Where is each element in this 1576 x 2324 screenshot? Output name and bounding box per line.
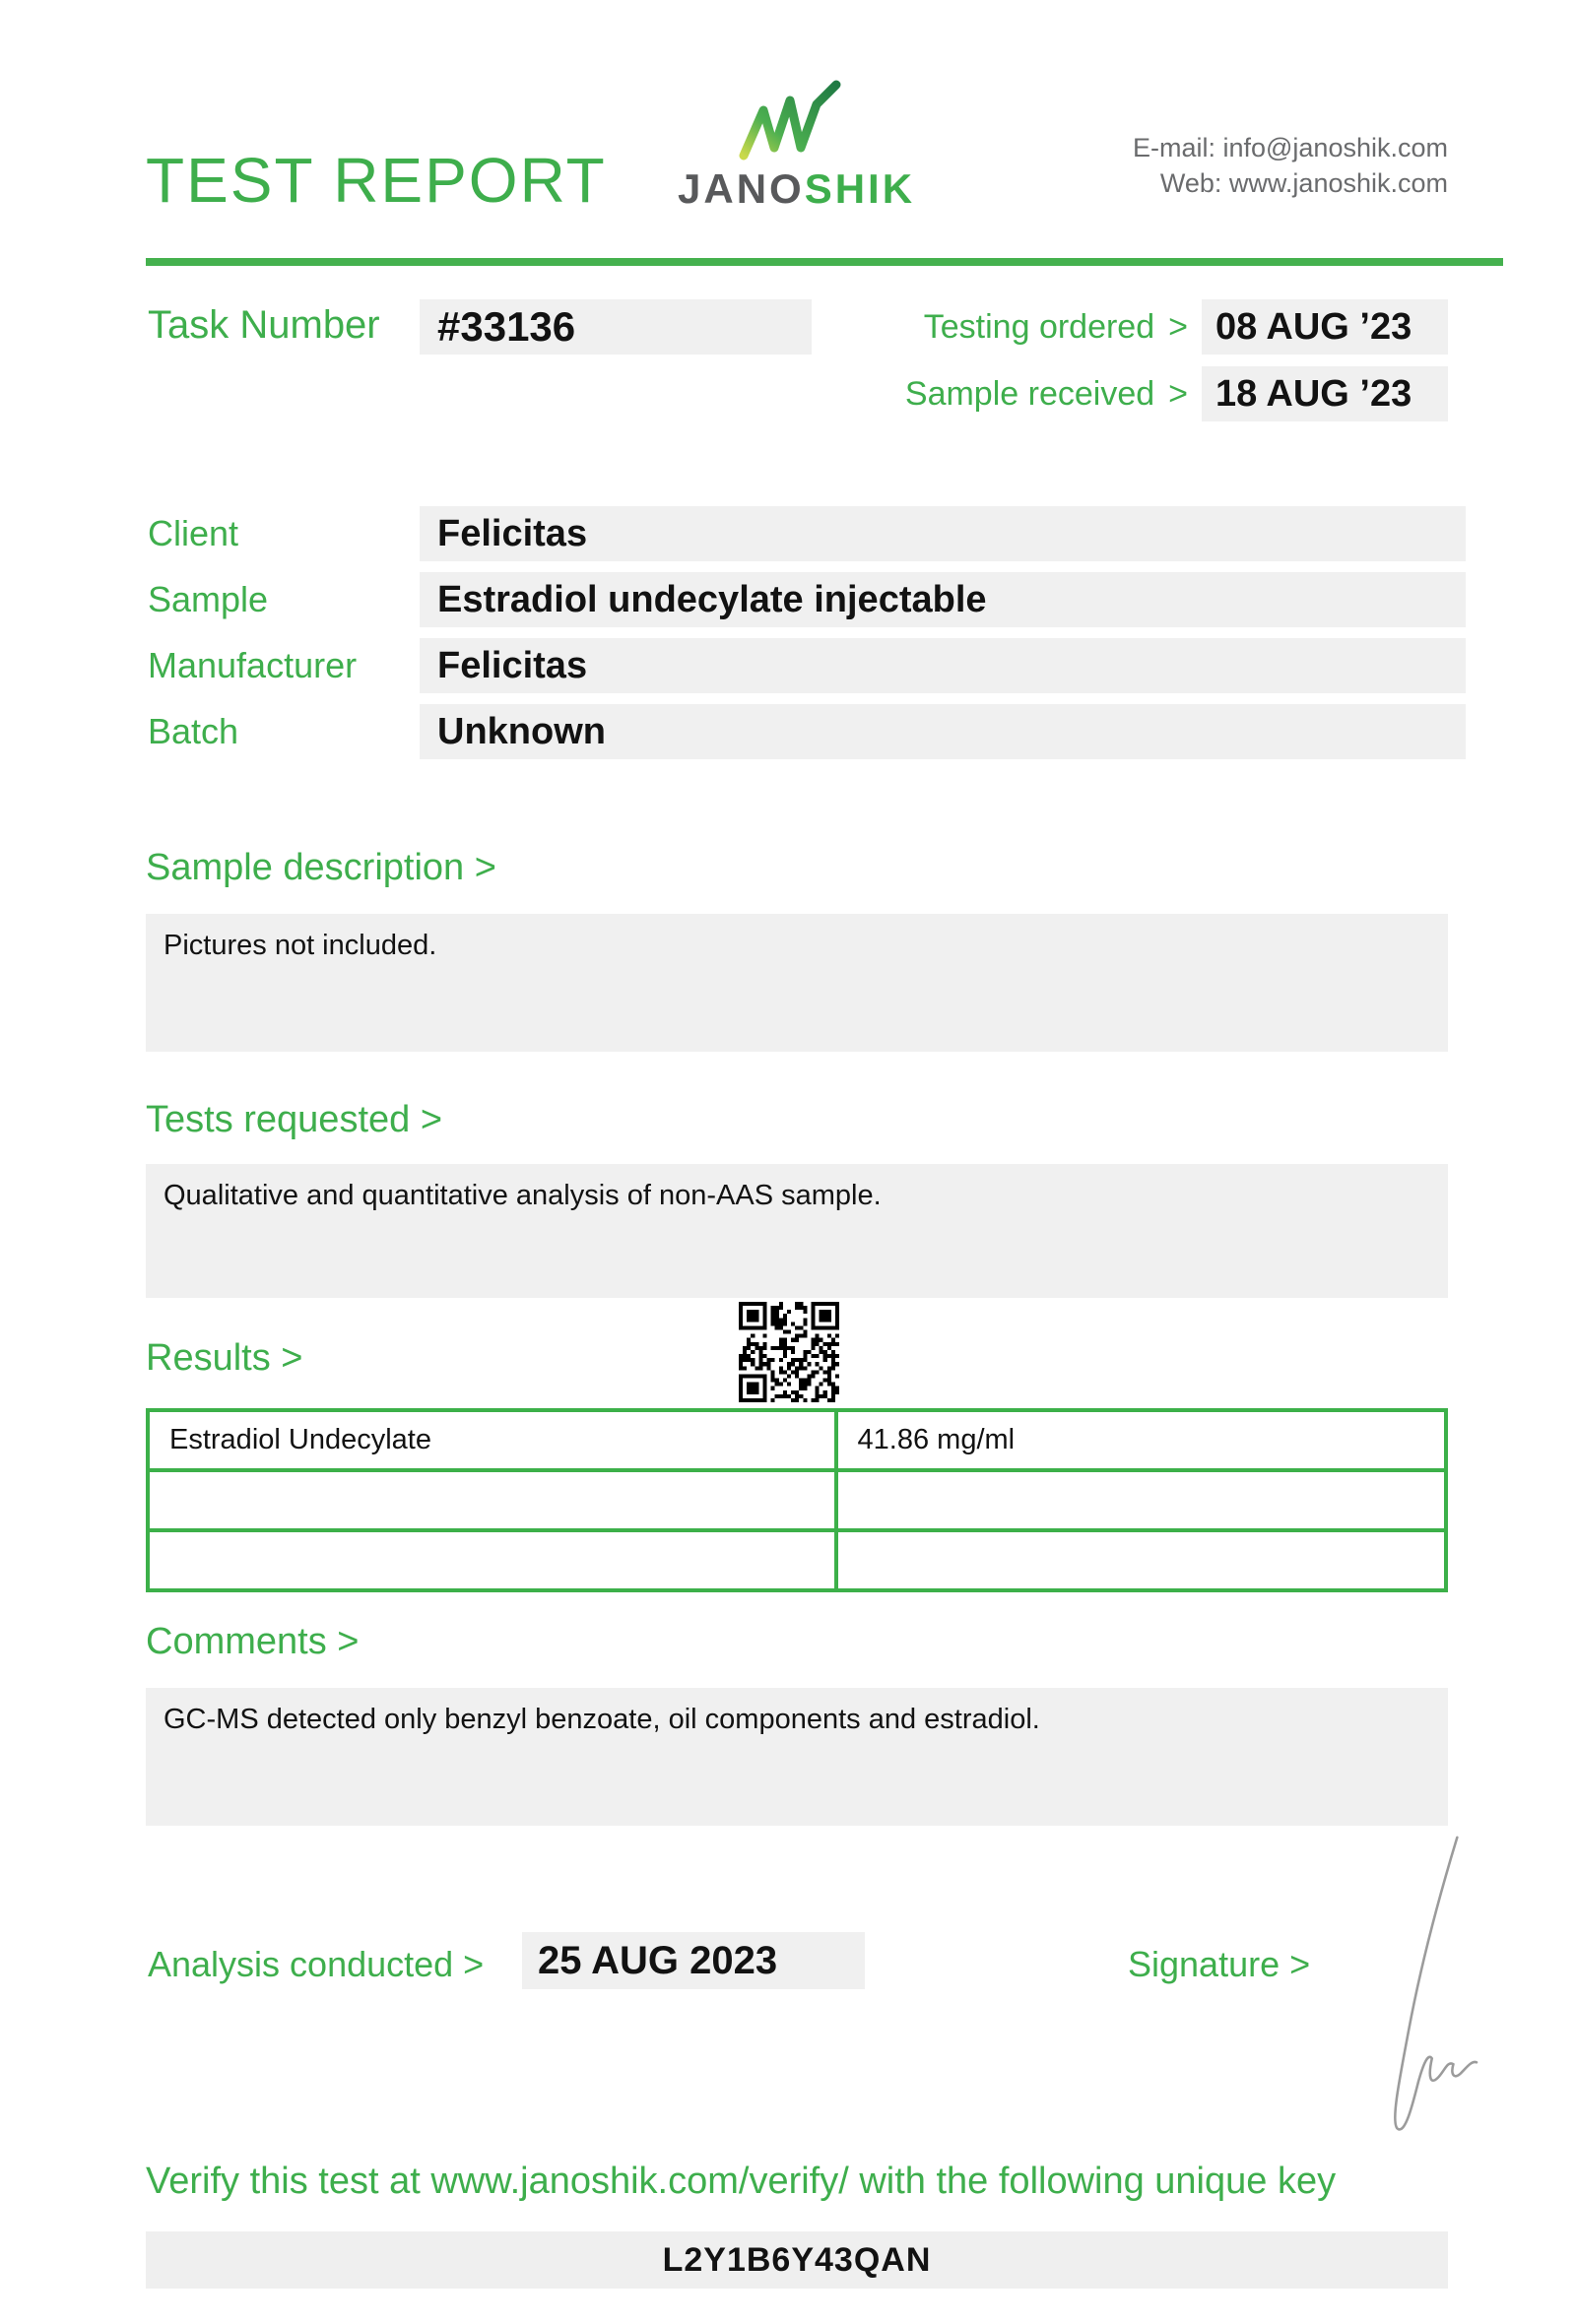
analysis-date-field	[522, 1932, 865, 1989]
results-heading: Results >	[146, 1337, 303, 1379]
manufacturer-field	[420, 638, 1466, 693]
result-analyte-cell: Estradiol Undecylate	[148, 1410, 836, 1470]
sample-received-value: 18 AUG ’23	[1215, 372, 1412, 415]
sample-received-row	[847, 366, 1448, 421]
result-value-cell	[836, 1530, 1446, 1590]
sample-value: Estradiol undecylate injectable	[437, 578, 987, 620]
analysis-date-value: 25 AUG 2023	[538, 1938, 778, 1982]
web-line: Web: www.janoshik.com	[1159, 168, 1448, 199]
header-divider	[146, 258, 1503, 266]
logo-jano-text: JANO	[678, 165, 805, 212]
result-value-cell	[836, 1470, 1446, 1530]
batch-field	[420, 704, 1466, 759]
testing-ordered-field	[1202, 299, 1448, 355]
comments-heading: Comments >	[146, 1621, 360, 1662]
logo-shik-text: SHIK	[804, 165, 916, 212]
verify-instruction: Verify this test at www.janoshik.com/verify/ with the following unique key	[146, 2161, 1337, 2202]
sample-label: Sample	[148, 579, 269, 619]
task-number-field	[420, 299, 812, 355]
comments-body: GC-MS detected only benzyl benzoate, oil components and estradiol.	[164, 1704, 1040, 1735]
chevron-right-icon: >	[1168, 374, 1188, 413]
client-value: Felicitas	[437, 512, 588, 554]
unique-key-bar	[146, 2231, 1448, 2289]
signature-image	[1347, 1832, 1485, 2142]
client-field	[420, 506, 1466, 561]
sample-description-heading: Sample description >	[146, 847, 496, 888]
results-row	[148, 1530, 1446, 1590]
manufacturer-label: Manufacturer	[148, 645, 358, 685]
signature-label: Signature >	[1128, 1944, 1311, 1984]
tests-requested-box	[146, 1164, 1448, 1298]
batch-value: Unknown	[437, 710, 606, 752]
qr-code	[737, 1302, 841, 1407]
sample-description-box	[146, 914, 1448, 1052]
tests-requested-heading: Tests requested >	[146, 1099, 443, 1140]
comments-box	[146, 1688, 1448, 1826]
chevron-right-icon: >	[1168, 307, 1188, 346]
batch-label: Batch	[148, 711, 239, 751]
page-title: TEST REPORT	[146, 145, 607, 216]
results-table	[146, 1408, 1448, 1592]
results-row	[148, 1410, 1446, 1470]
result-analyte-cell	[148, 1470, 836, 1530]
logo-wordmark	[678, 165, 916, 213]
client-label: Client	[148, 513, 239, 553]
analysis-conducted-label: Analysis conducted >	[148, 1944, 485, 1984]
results-row	[148, 1470, 1446, 1530]
growth-chart-icon	[734, 79, 852, 161]
sample-received-label: Sample received	[904, 374, 1155, 413]
tests-requested-body: Qualitative and quantitative analysis of non-AAS sample.	[164, 1180, 882, 1211]
email-line: E-mail: info@janoshik.com	[1132, 133, 1448, 162]
sample-description-body: Pictures not included.	[164, 930, 437, 961]
manufacturer-value: Felicitas	[437, 644, 588, 686]
sample-received-field	[1202, 366, 1448, 421]
result-value-cell: 41.86 mg/ml	[836, 1410, 1446, 1470]
janoshik-logo	[678, 79, 916, 213]
testing-ordered-label: Testing ordered	[923, 307, 1155, 346]
task-number-value: #33136	[437, 303, 576, 350]
contact-info	[1133, 130, 1448, 202]
unique-key-value: L2Y1B6Y43QAN	[662, 2240, 932, 2279]
testing-ordered-row	[847, 299, 1448, 355]
result-analyte-cell	[148, 1530, 836, 1590]
sample-field	[420, 572, 1466, 627]
task-number-label: Task Number	[148, 303, 380, 347]
testing-ordered-value: 08 AUG ’23	[1215, 305, 1412, 348]
